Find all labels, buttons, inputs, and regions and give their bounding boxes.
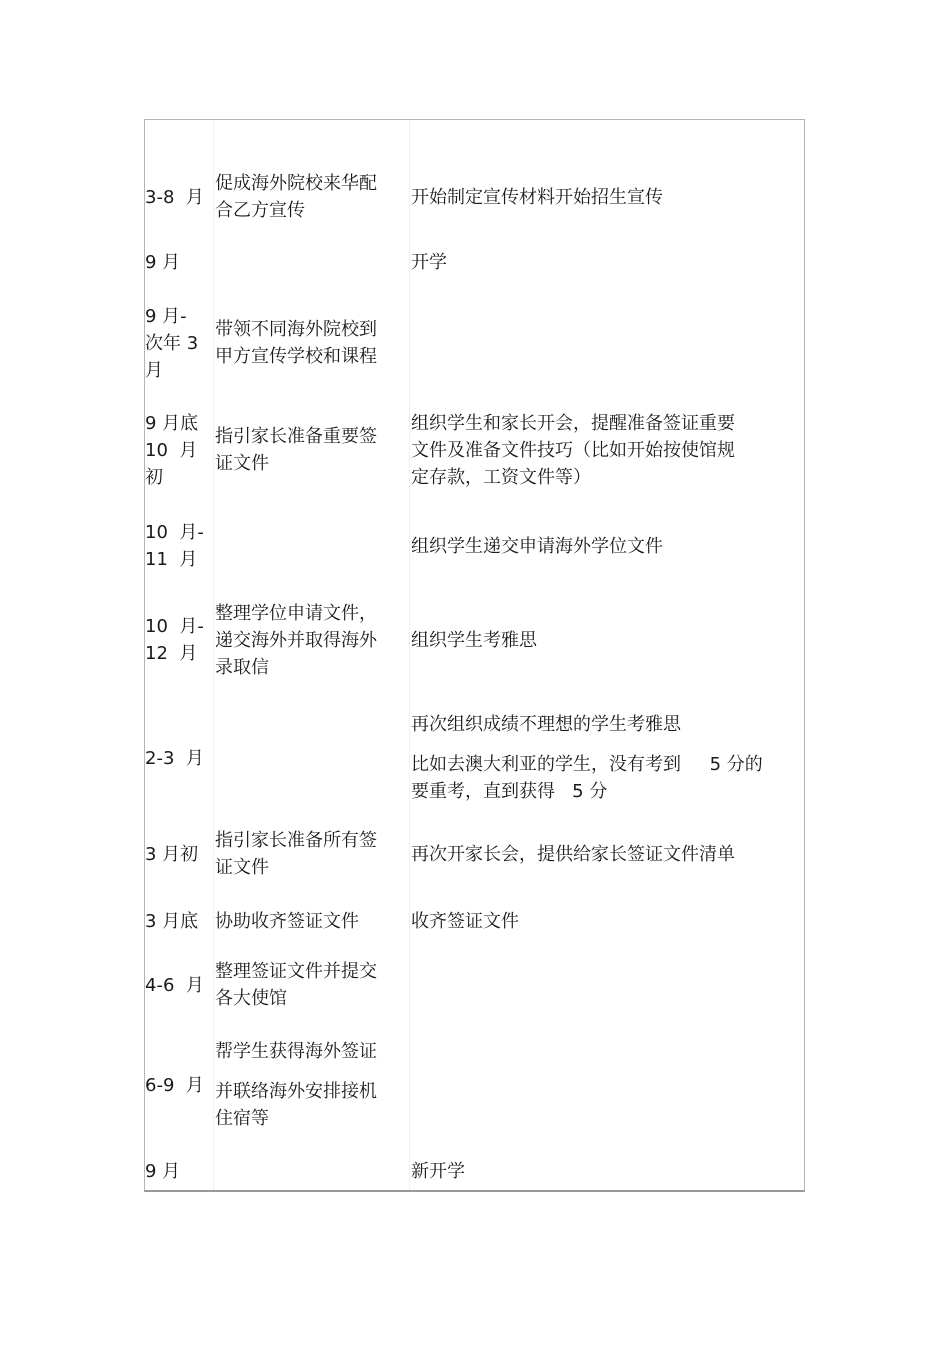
cell-text: 9 月 [145,252,181,273]
party-b-cell [411,1154,803,1188]
schedule-table [144,119,805,1192]
cell-text: 再次组织成绩不理想的学生考雅思 [411,714,681,735]
party-b-cell [411,161,803,233]
table-row [145,703,804,813]
cell-text: 3-8 月 [145,186,204,208]
cell-text: 收齐签证文件 [411,910,519,932]
party-a-cell [215,298,405,388]
cell-text: 整理签证文件并提交 各大使馆 [215,961,377,1009]
party-a-cell [215,402,405,498]
cell-text: 10 月- 11 月 [145,522,204,570]
table-row [145,1032,804,1138]
table-row [145,240,804,285]
table-row [145,589,804,691]
cell-text: 3 月初 [145,843,199,865]
time-cell [145,161,213,233]
cell-text: 带领不同海外院校到 甲方宣传学校和课程 [215,319,377,367]
time-cell [145,955,213,1015]
cell-text: 开学 [411,252,447,273]
party-a-cell [215,903,405,939]
party-a-cell [215,820,405,888]
table-row [145,402,804,498]
party-b-cell [411,703,803,813]
time-cell [145,820,213,888]
table-row [145,955,804,1015]
cell-text: 3 月底 [145,910,199,932]
cell-text: 协助收齐签证文件 [215,910,359,932]
table-row [145,903,804,939]
time-cell [145,903,213,939]
party-b-cell [411,955,803,1015]
party-a-cell [215,517,405,575]
cell-text: 6-9 月 [145,1074,204,1096]
cell-text: 9 月底 10 月 初 [145,412,199,488]
party-a-cell [215,1032,405,1138]
party-b-cell [411,298,803,388]
time-cell [145,703,213,813]
party-b-cell [411,1032,803,1138]
table-row [145,820,804,888]
time-cell [145,1032,213,1138]
time-cell [145,589,213,691]
cell-text: 2-3 月 [145,747,204,769]
party-a-cell [215,955,405,1015]
cell-text: 组织学生考雅思 [411,629,537,651]
cell-text: 9 月- 次年 3 月 [145,305,199,381]
party-a-cell [215,703,405,813]
cell-text: 促成海外院校来华配 合乙方宣传 [215,173,377,221]
time-cell [145,517,213,575]
time-cell [145,1154,213,1188]
cell-text: 9 月 [145,1160,181,1182]
party-a-cell [215,589,405,691]
party-b-cell [411,517,803,575]
cell-text: 4-6 月 [145,974,204,996]
party-b-cell [411,903,803,939]
cell-text: 开始制定宣传材料开始招生宣传 [411,186,663,208]
cell-text: 比如去澳大利亚的学生，没有考到 5 分的 要重考，直到获得 5 分 [411,754,763,802]
table-row [145,1154,804,1188]
party-b-cell [411,402,803,498]
cell-text: 新开学 [411,1160,465,1182]
cell-text: 并联络海外安排接机 住宿等 [215,1081,377,1129]
cell-text: 再次开家长会，提供给家长签证文件清单 [411,843,735,865]
cell-text: 组织学生递交申请海外学位文件 [411,535,663,557]
party-a-cell [215,161,405,233]
time-cell [145,240,213,285]
party-b-cell [411,240,803,285]
cell-text: 指引家长准备重要签 证文件 [215,426,377,474]
cell-text: 整理学位申请文件， 递交海外并取得海外 录取信 [215,602,377,678]
cell-text: 帮学生获得海外签证 [215,1041,377,1062]
party-a-cell [215,1154,405,1188]
time-cell [145,402,213,498]
party-b-cell [411,820,803,888]
cell-text: 组织学生和家长开会，提醒准备签证重要 文件及准备文件技巧（比如开始按使馆规 定存款，工资文件等） [411,412,735,488]
table-row [145,161,804,233]
table-row [145,298,804,388]
table-row [145,517,804,575]
party-b-cell [411,589,803,691]
party-a-cell [215,240,405,285]
cell-text: 指引家长准备所有签 证文件 [215,830,377,878]
time-cell [145,298,213,388]
cell-text: 10 月- 12 月 [145,616,204,664]
